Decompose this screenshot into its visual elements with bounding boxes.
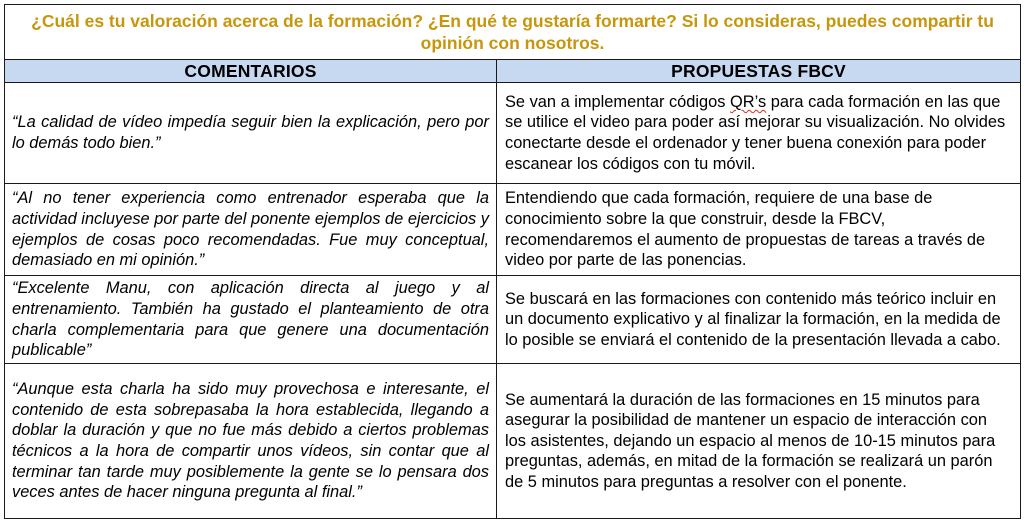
table-title: ¿Cuál es tu valoración acerca de la formación? ¿En qué te gustaría formarte? Si lo consideras, puedes compartir tu opinión con nosotros. — [5, 5, 1021, 60]
header-comments: COMENTARIOS — [5, 60, 497, 83]
proposal-text: para cada formación en las que se utilice el video para poder así mejorar su visualización. No olvides conectarte desde el ordenador y tener buena conexión para poder escanear los códigos con tu móvil. — [505, 92, 1006, 173]
table-row — [5, 184, 1021, 276]
comment-cell: “Excelente Manu, con aplicación directa al juego y al entrenamiento. También ha gustado el planteamiento de otra charla complementaria para que genere una documentación publicable” — [5, 276, 497, 364]
header-row — [5, 60, 1021, 83]
proposal-text: Se van a implementar códigos — [505, 92, 731, 111]
proposal-cell: Se buscará en las formaciones con contenido más teórico incluir en un documento explicativo y al finalizar la formación, en la medida de lo posible se enviará el contenido de la presentación llevada a cabo. — [497, 276, 1021, 364]
proposal-cell: Entendiendo que cada formación, requiere de una base de conocimiento sobre la que construir, desde la FBCV, recomendaremos el aumento de propuestas de tareas a través de video por parte de las ponencias. — [497, 184, 1021, 276]
comment-cell: “La calidad de vídeo impedía seguir bien la explicación, pero por lo demás todo bien.” — [5, 83, 497, 184]
header-proposals: PROPUESTAS FBCV — [497, 60, 1021, 83]
proposal-cell — [497, 83, 1021, 184]
proposal-cell: Se aumentará la duración de las formaciones en 15 minutos para asegurar la posibilidad de mantener un espacio de interacción con los asistentes, dejando un espacio al menos de 10-15 minutos para preguntas, además, en mitad de la formación se realizará un parón de 5 minutos para preguntas a resolver con el ponente. — [497, 364, 1021, 519]
title-row — [5, 5, 1021, 60]
feedback-table — [4, 4, 1021, 519]
spellcheck-marked-word: QR’s — [730, 92, 767, 111]
comment-cell: “Al no tener experiencia como entrenador esperaba que la actividad incluyese por parte del ponente ejemplos de ejercicios y ejemplos de cosas poco recomendadas. Fue muy conceptual, demasiado en mi opinión.” — [5, 184, 497, 276]
table-row — [5, 276, 1021, 364]
comment-cell: “Aunque esta charla ha sido muy provechosa e interesante, el contenido de esta sobrepasaba la hora establecida, llegando a doblar la duración y que no fue más debido a ciertos problemas técnicos a la hora de compartir unos vídeos, sin contar que al terminar tan tarde muy posiblemente la gente se lo pensara dos veces antes de hacer ninguna pregunta al final.” — [5, 364, 497, 519]
table-row — [5, 364, 1021, 519]
table-row — [5, 83, 1021, 184]
